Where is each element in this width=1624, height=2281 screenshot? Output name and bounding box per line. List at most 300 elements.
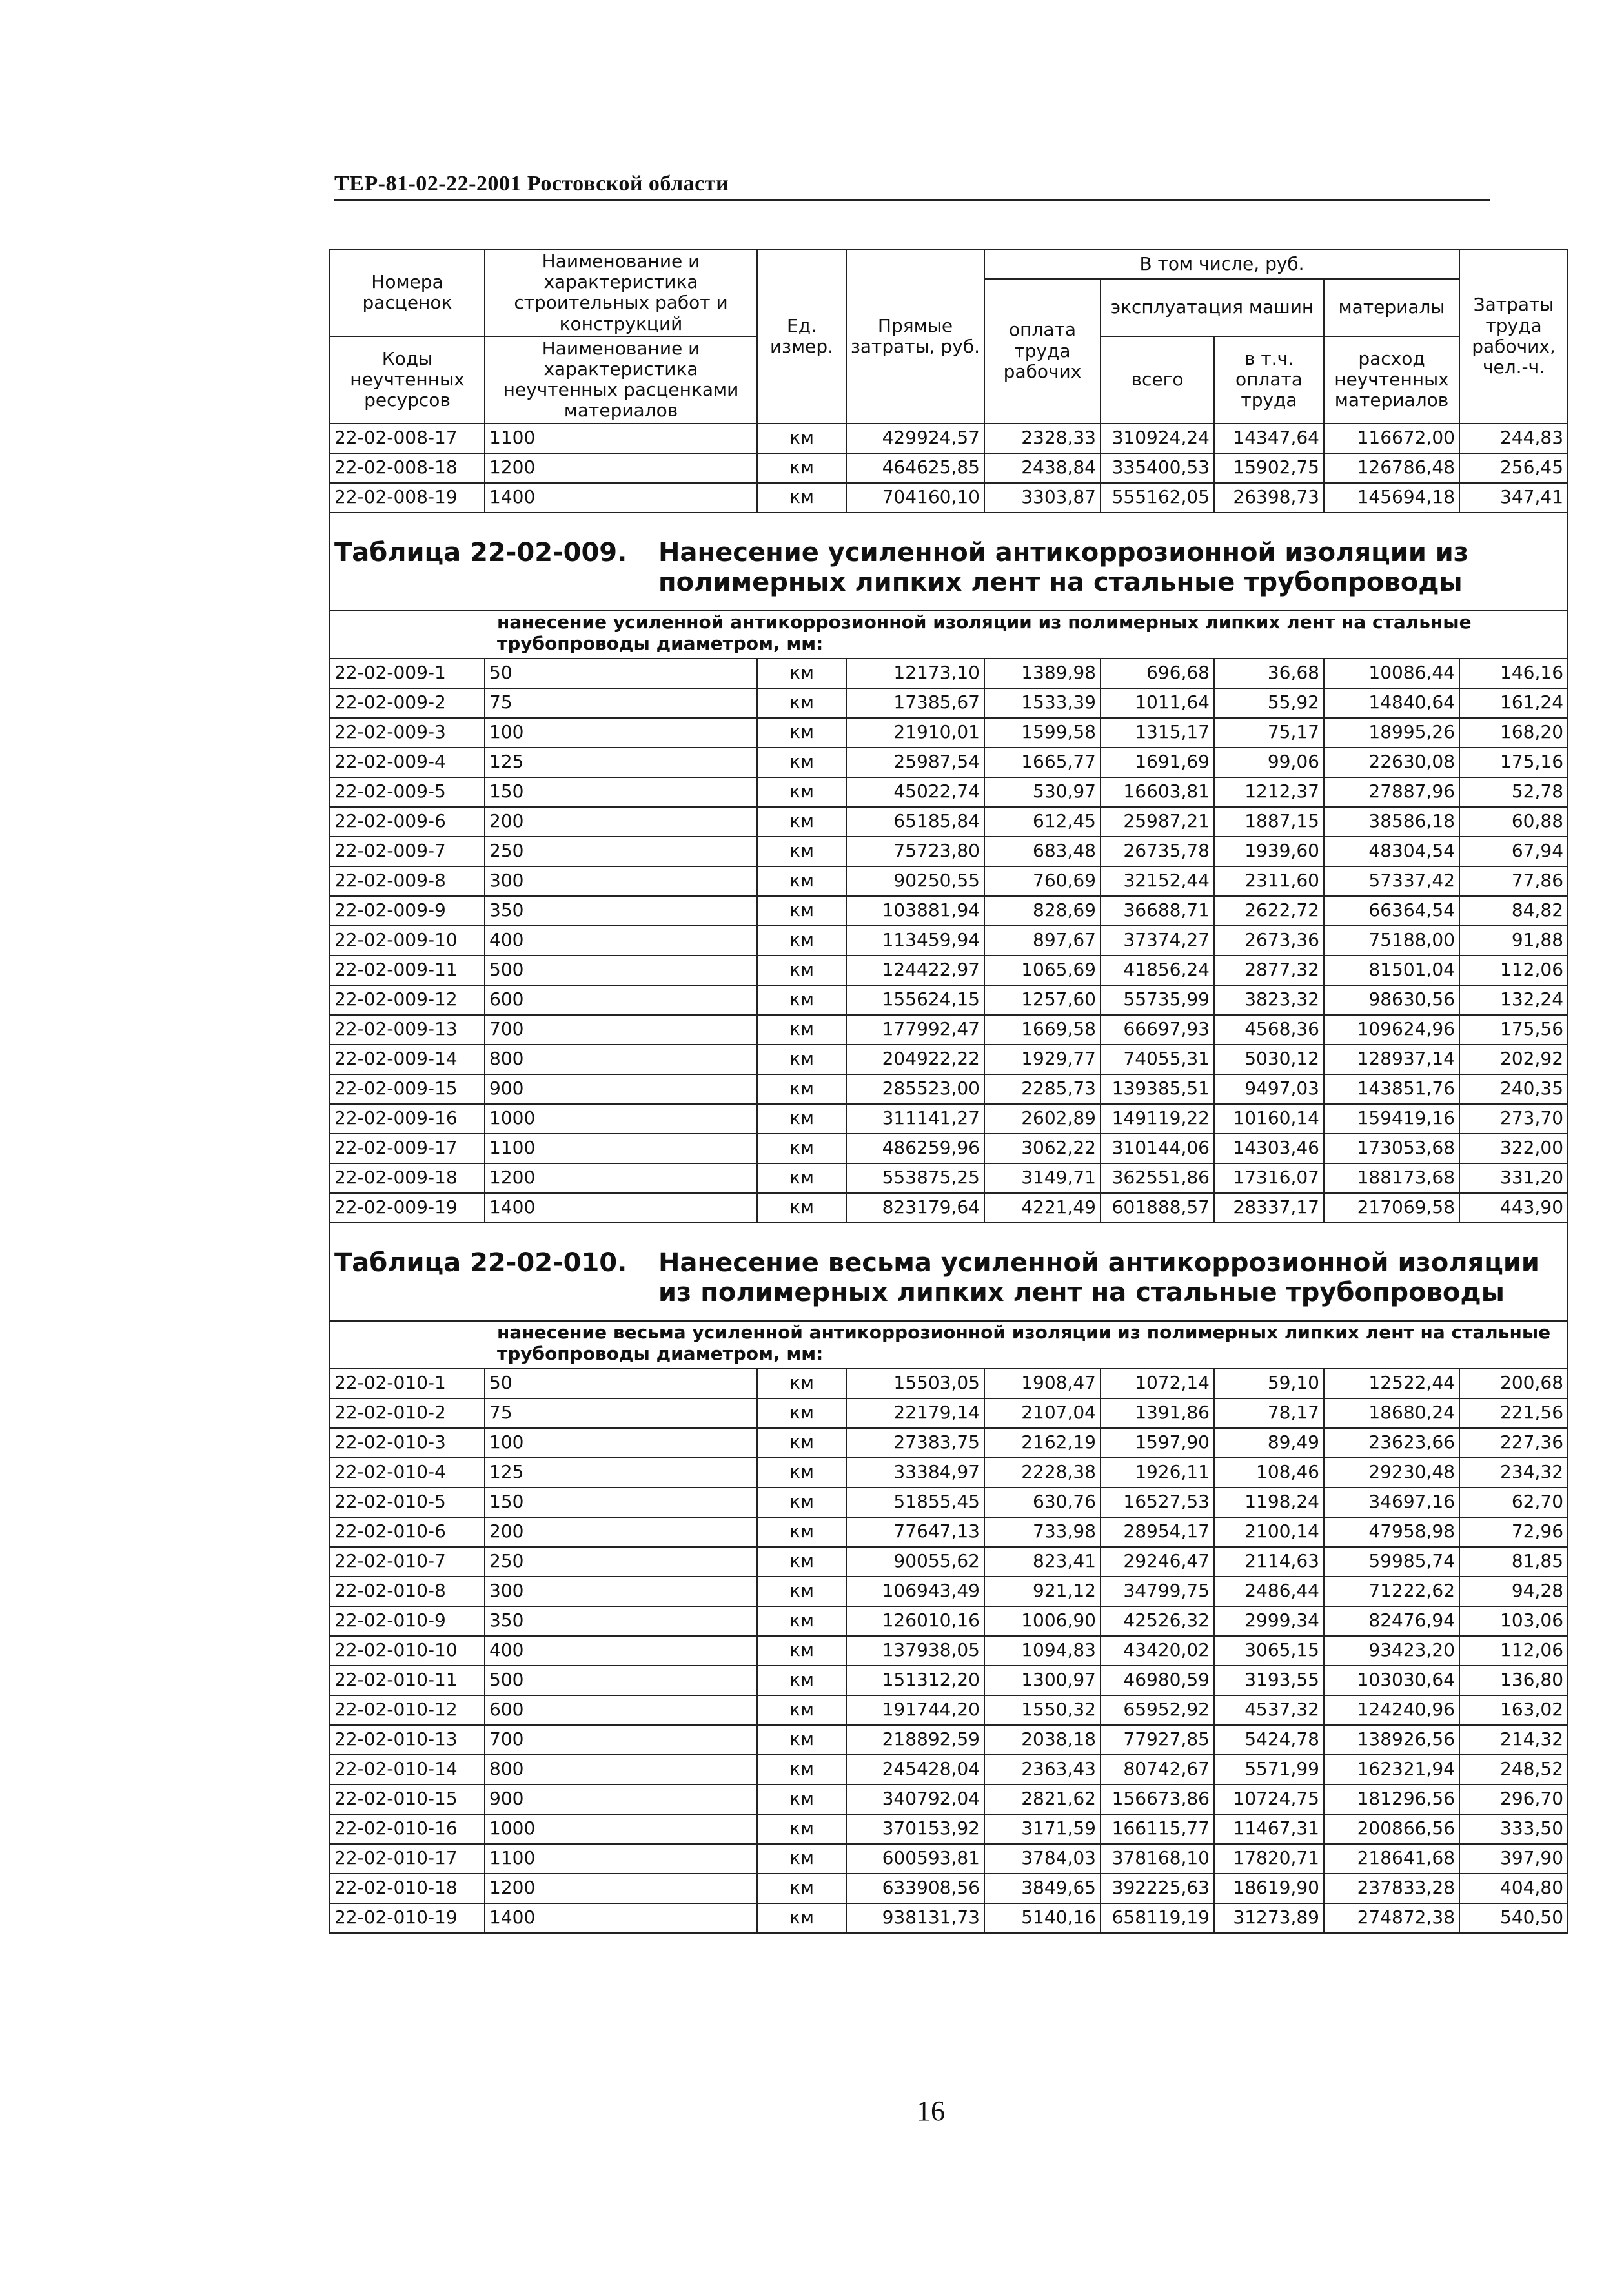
head-incl: В том числе, руб. bbox=[984, 249, 1459, 279]
table-row bbox=[330, 688, 1568, 718]
rate-code: 22-02-010-12 bbox=[330, 1695, 485, 1725]
rate-code: 22-02-009-15 bbox=[330, 1074, 485, 1104]
direct-cost: 823179,64 bbox=[846, 1193, 984, 1223]
rate-code: 22-02-010-9 bbox=[330, 1606, 485, 1636]
head-codes-top: Номера расценок bbox=[330, 249, 485, 336]
materials-cost: 143851,76 bbox=[1324, 1074, 1459, 1104]
direct-cost: 45022,74 bbox=[846, 777, 984, 807]
machines-cost: 41856,24 bbox=[1101, 956, 1214, 985]
materials-cost: 218641,68 bbox=[1324, 1844, 1459, 1874]
labor-cost: 62,70 bbox=[1459, 1488, 1568, 1517]
rate-code: 22-02-009-5 bbox=[330, 777, 485, 807]
rate-diameter: 250 bbox=[485, 837, 757, 866]
rate-diameter: 75 bbox=[485, 688, 757, 718]
rate-unit: км bbox=[757, 1606, 846, 1636]
rate-code: 22-02-008-17 bbox=[330, 424, 485, 453]
materials-cost: 23623,66 bbox=[1324, 1428, 1459, 1458]
wages-cost: 2228,38 bbox=[984, 1458, 1101, 1488]
page-header: ТЕР-81-02-22-2001 Ростовской области bbox=[334, 172, 729, 196]
machines-cost: 34799,75 bbox=[1101, 1577, 1214, 1606]
machines-cost: 37374,27 bbox=[1101, 926, 1214, 956]
direct-cost: 429924,57 bbox=[846, 424, 984, 453]
rate-diameter: 350 bbox=[485, 1606, 757, 1636]
materials-cost: 159419,16 bbox=[1324, 1104, 1459, 1134]
direct-cost: 633908,56 bbox=[846, 1874, 984, 1903]
table-009-title-wrap bbox=[330, 513, 1567, 610]
machines-wages-cost: 2877,32 bbox=[1214, 956, 1324, 985]
table-009-subtitle-row bbox=[330, 611, 1568, 659]
labor-cost: 273,70 bbox=[1459, 1104, 1568, 1134]
table-row bbox=[330, 1163, 1568, 1193]
machines-cost: 1597,90 bbox=[1101, 1428, 1214, 1458]
rate-diameter: 50 bbox=[485, 659, 757, 688]
machines-wages-cost: 1198,24 bbox=[1214, 1488, 1324, 1517]
direct-cost: 191744,20 bbox=[846, 1695, 984, 1725]
rate-unit: км bbox=[757, 1398, 846, 1428]
rate-code: 22-02-009-18 bbox=[330, 1163, 485, 1193]
machines-wages-cost: 5571,99 bbox=[1214, 1755, 1324, 1785]
header-rule bbox=[334, 199, 1490, 201]
direct-cost: 17385,67 bbox=[846, 688, 984, 718]
machines-wages-cost: 99,06 bbox=[1214, 748, 1324, 777]
table-row bbox=[330, 1547, 1568, 1577]
machines-cost: 601888,57 bbox=[1101, 1193, 1214, 1223]
direct-cost: 90055,62 bbox=[846, 1547, 984, 1577]
machines-cost: 149119,22 bbox=[1101, 1104, 1214, 1134]
direct-cost: 113459,94 bbox=[846, 926, 984, 956]
table-row bbox=[330, 956, 1568, 985]
materials-cost: 200866,56 bbox=[1324, 1814, 1459, 1844]
labor-cost: 94,28 bbox=[1459, 1577, 1568, 1606]
labor-cost: 136,80 bbox=[1459, 1666, 1568, 1695]
rate-diameter: 150 bbox=[485, 777, 757, 807]
rate-code: 22-02-010-1 bbox=[330, 1369, 485, 1398]
table-009-label: Таблица 22-02-009. bbox=[334, 537, 627, 568]
machines-wages-cost: 1887,15 bbox=[1214, 807, 1324, 837]
machines-wages-cost: 1212,37 bbox=[1214, 777, 1324, 807]
wages-cost: 823,41 bbox=[984, 1547, 1101, 1577]
machines-wages-cost: 59,10 bbox=[1214, 1369, 1324, 1398]
rate-unit: км bbox=[757, 748, 846, 777]
labor-cost: 103,06 bbox=[1459, 1606, 1568, 1636]
rate-code: 22-02-009-4 bbox=[330, 748, 485, 777]
table-009-subtitle-wrap bbox=[330, 611, 1567, 658]
table-row bbox=[330, 1045, 1568, 1074]
machines-wages-cost: 15902,75 bbox=[1214, 453, 1324, 483]
rate-unit: км bbox=[757, 985, 846, 1015]
table-row bbox=[330, 1725, 1568, 1755]
table-row bbox=[330, 1517, 1568, 1547]
rate-unit: км bbox=[757, 1903, 846, 1933]
materials-cost: 71222,62 bbox=[1324, 1577, 1459, 1606]
table-row bbox=[330, 1193, 1568, 1223]
labor-cost: 72,96 bbox=[1459, 1517, 1568, 1547]
wages-cost: 921,12 bbox=[984, 1577, 1101, 1606]
machines-cost: 156673,86 bbox=[1101, 1785, 1214, 1814]
table-row bbox=[330, 1104, 1568, 1134]
labor-cost: 84,82 bbox=[1459, 896, 1568, 926]
machines-wages-cost: 10160,14 bbox=[1214, 1104, 1324, 1134]
machines-wages-cost: 2673,36 bbox=[1214, 926, 1324, 956]
labor-cost: 296,70 bbox=[1459, 1785, 1568, 1814]
table-row bbox=[330, 1398, 1568, 1428]
table-row bbox=[330, 483, 1568, 513]
rate-code: 22-02-009-11 bbox=[330, 956, 485, 985]
materials-cost: 75188,00 bbox=[1324, 926, 1459, 956]
machines-cost: 36688,71 bbox=[1101, 896, 1214, 926]
rate-unit: км bbox=[757, 1045, 846, 1074]
table-009-title: Нанесение усиленной антикоррозионной изоляции из полимерных липких лент на стальные трубопроводы bbox=[658, 537, 1469, 597]
rate-code: 22-02-010-17 bbox=[330, 1844, 485, 1874]
labor-cost: 404,80 bbox=[1459, 1874, 1568, 1903]
rate-code: 22-02-010-16 bbox=[330, 1814, 485, 1844]
rate-code: 22-02-010-4 bbox=[330, 1458, 485, 1488]
rate-diameter: 400 bbox=[485, 926, 757, 956]
head-materials: материалы bbox=[1324, 279, 1459, 336]
table-row bbox=[330, 1814, 1568, 1844]
labor-cost: 112,06 bbox=[1459, 1636, 1568, 1666]
rate-diameter: 200 bbox=[485, 1517, 757, 1547]
direct-cost: 155624,15 bbox=[846, 985, 984, 1015]
wages-cost: 828,69 bbox=[984, 896, 1101, 926]
labor-cost: 333,50 bbox=[1459, 1814, 1568, 1844]
machines-wages-cost: 89,49 bbox=[1214, 1428, 1324, 1458]
machines-cost: 74055,31 bbox=[1101, 1045, 1214, 1074]
rate-unit: км bbox=[757, 956, 846, 985]
direct-cost: 204922,22 bbox=[846, 1045, 984, 1074]
materials-cost: 66364,54 bbox=[1324, 896, 1459, 926]
direct-cost: 600593,81 bbox=[846, 1844, 984, 1874]
materials-cost: 217069,58 bbox=[1324, 1193, 1459, 1223]
table-row bbox=[330, 837, 1568, 866]
machines-cost: 378168,10 bbox=[1101, 1844, 1214, 1874]
rate-code: 22-02-008-19 bbox=[330, 483, 485, 513]
machines-cost: 25987,21 bbox=[1101, 807, 1214, 837]
rate-diameter: 150 bbox=[485, 1488, 757, 1517]
machines-cost: 1072,14 bbox=[1101, 1369, 1214, 1398]
rate-unit: км bbox=[757, 1104, 846, 1134]
rate-code: 22-02-010-7 bbox=[330, 1547, 485, 1577]
materials-cost: 188173,68 bbox=[1324, 1163, 1459, 1193]
machines-cost: 362551,86 bbox=[1101, 1163, 1214, 1193]
labor-cost: 81,85 bbox=[1459, 1547, 1568, 1577]
rate-unit: км bbox=[757, 1517, 846, 1547]
table-row bbox=[330, 718, 1568, 748]
machines-cost: 1315,17 bbox=[1101, 718, 1214, 748]
rate-unit: км bbox=[757, 1458, 846, 1488]
rate-code: 22-02-010-3 bbox=[330, 1428, 485, 1458]
rate-code: 22-02-010-18 bbox=[330, 1874, 485, 1903]
rate-diameter: 800 bbox=[485, 1755, 757, 1785]
machines-wages-cost: 2114,63 bbox=[1214, 1547, 1324, 1577]
materials-cost: 237833,28 bbox=[1324, 1874, 1459, 1903]
direct-cost: 126010,16 bbox=[846, 1606, 984, 1636]
machines-wages-cost: 75,17 bbox=[1214, 718, 1324, 748]
direct-cost: 151312,20 bbox=[846, 1666, 984, 1695]
labor-cost: 52,78 bbox=[1459, 777, 1568, 807]
rate-diameter: 1000 bbox=[485, 1814, 757, 1844]
labor-cost: 146,16 bbox=[1459, 659, 1568, 688]
direct-cost: 106943,49 bbox=[846, 1577, 984, 1606]
rate-diameter: 1400 bbox=[485, 1193, 757, 1223]
rate-diameter: 125 bbox=[485, 748, 757, 777]
machines-cost: 80742,67 bbox=[1101, 1755, 1214, 1785]
machines-wages-cost: 4568,36 bbox=[1214, 1015, 1324, 1045]
machines-cost: 65952,92 bbox=[1101, 1695, 1214, 1725]
machines-wages-cost: 3065,15 bbox=[1214, 1636, 1324, 1666]
rate-diameter: 50 bbox=[485, 1369, 757, 1398]
machines-cost: 66697,93 bbox=[1101, 1015, 1214, 1045]
wages-cost: 1006,90 bbox=[984, 1606, 1101, 1636]
labor-cost: 175,56 bbox=[1459, 1015, 1568, 1045]
table-010-label: Таблица 22-02-010. bbox=[334, 1247, 627, 1278]
labor-cost: 112,06 bbox=[1459, 956, 1568, 985]
table-row bbox=[330, 1695, 1568, 1725]
rate-unit: км bbox=[757, 1755, 846, 1785]
rate-unit: км bbox=[757, 1488, 846, 1517]
rate-diameter: 700 bbox=[485, 1015, 757, 1045]
rate-unit: км bbox=[757, 1015, 846, 1045]
table-row bbox=[330, 659, 1568, 688]
rate-code: 22-02-009-8 bbox=[330, 866, 485, 896]
machines-cost: 55735,99 bbox=[1101, 985, 1214, 1015]
wages-cost: 630,76 bbox=[984, 1488, 1101, 1517]
rate-unit: км bbox=[757, 1074, 846, 1104]
table-row bbox=[330, 1636, 1568, 1666]
rate-diameter: 400 bbox=[485, 1636, 757, 1666]
machines-cost: 658119,19 bbox=[1101, 1903, 1214, 1933]
table-row bbox=[330, 1874, 1568, 1903]
wages-cost: 530,97 bbox=[984, 777, 1101, 807]
machines-cost: 310144,06 bbox=[1101, 1134, 1214, 1163]
head-labor: Затраты труда рабочих, чел.-ч. bbox=[1459, 249, 1568, 424]
machines-wages-cost: 17820,71 bbox=[1214, 1844, 1324, 1874]
materials-cost: 22630,08 bbox=[1324, 748, 1459, 777]
rate-diameter: 125 bbox=[485, 1458, 757, 1488]
table-row bbox=[330, 453, 1568, 483]
rate-code: 22-02-009-9 bbox=[330, 896, 485, 926]
rate-code: 22-02-009-3 bbox=[330, 718, 485, 748]
wages-cost: 2107,04 bbox=[984, 1398, 1101, 1428]
rate-diameter: 300 bbox=[485, 866, 757, 896]
materials-cost: 81501,04 bbox=[1324, 956, 1459, 985]
wages-cost: 1665,77 bbox=[984, 748, 1101, 777]
direct-cost: 486259,96 bbox=[846, 1134, 984, 1163]
labor-cost: 256,45 bbox=[1459, 453, 1568, 483]
materials-cost: 138926,56 bbox=[1324, 1725, 1459, 1755]
machines-cost: 32152,44 bbox=[1101, 866, 1214, 896]
table-row bbox=[330, 1844, 1568, 1874]
machines-wages-cost: 36,68 bbox=[1214, 659, 1324, 688]
rate-code: 22-02-009-2 bbox=[330, 688, 485, 718]
rate-diameter: 1200 bbox=[485, 453, 757, 483]
machines-cost: 16603,81 bbox=[1101, 777, 1214, 807]
table-009-title-row bbox=[330, 513, 1568, 611]
table-row bbox=[330, 748, 1568, 777]
labor-cost: 132,24 bbox=[1459, 985, 1568, 1015]
machines-wages-cost: 14347,64 bbox=[1214, 424, 1324, 453]
materials-cost: 18680,24 bbox=[1324, 1398, 1459, 1428]
head-name-bottom: Наименование и характеристика неучтенных расценками материалов bbox=[485, 336, 757, 424]
rate-diameter: 250 bbox=[485, 1547, 757, 1577]
rate-diameter: 1200 bbox=[485, 1163, 757, 1193]
labor-cost: 234,32 bbox=[1459, 1458, 1568, 1488]
rate-unit: км bbox=[757, 1428, 846, 1458]
direct-cost: 245428,04 bbox=[846, 1755, 984, 1785]
materials-cost: 145694,18 bbox=[1324, 483, 1459, 513]
rate-unit: км bbox=[757, 1666, 846, 1695]
rate-diameter: 75 bbox=[485, 1398, 757, 1428]
direct-cost: 21910,01 bbox=[846, 718, 984, 748]
direct-cost: 77647,13 bbox=[846, 1517, 984, 1547]
rate-unit: км bbox=[757, 837, 846, 866]
machines-cost: 42526,32 bbox=[1101, 1606, 1214, 1636]
rate-code: 22-02-009-13 bbox=[330, 1015, 485, 1045]
rate-code: 22-02-010-2 bbox=[330, 1398, 485, 1428]
rate-diameter: 1100 bbox=[485, 1134, 757, 1163]
machines-wages-cost: 1939,60 bbox=[1214, 837, 1324, 866]
rate-code: 22-02-010-6 bbox=[330, 1517, 485, 1547]
table-row bbox=[330, 896, 1568, 926]
table-row bbox=[330, 1666, 1568, 1695]
direct-cost: 103881,94 bbox=[846, 896, 984, 926]
table-row bbox=[330, 777, 1568, 807]
wages-cost: 3849,65 bbox=[984, 1874, 1101, 1903]
rate-code: 22-02-009-19 bbox=[330, 1193, 485, 1223]
labor-cost: 322,00 bbox=[1459, 1134, 1568, 1163]
table-010-subtitle-wrap bbox=[330, 1322, 1567, 1368]
rate-code: 22-02-009-6 bbox=[330, 807, 485, 837]
materials-cost: 12522,44 bbox=[1324, 1369, 1459, 1398]
materials-cost: 48304,54 bbox=[1324, 837, 1459, 866]
materials-cost: 10086,44 bbox=[1324, 659, 1459, 688]
table-010-title-wrap bbox=[330, 1223, 1567, 1320]
head-materials-unacc: расход неучтенных материалов bbox=[1324, 336, 1459, 424]
direct-cost: 218892,59 bbox=[846, 1725, 984, 1755]
table-row bbox=[330, 1015, 1568, 1045]
wages-cost: 2038,18 bbox=[984, 1725, 1101, 1755]
table-010-title-cell bbox=[330, 1223, 1568, 1321]
materials-cost: 47958,98 bbox=[1324, 1517, 1459, 1547]
rate-code: 22-02-008-18 bbox=[330, 453, 485, 483]
rate-diameter: 1200 bbox=[485, 1874, 757, 1903]
rate-code: 22-02-009-14 bbox=[330, 1045, 485, 1074]
rate-unit: км bbox=[757, 926, 846, 956]
machines-wages-cost: 11467,31 bbox=[1214, 1814, 1324, 1844]
rate-diameter: 700 bbox=[485, 1725, 757, 1755]
rate-unit: км bbox=[757, 688, 846, 718]
direct-cost: 65185,84 bbox=[846, 807, 984, 837]
table-row bbox=[330, 1134, 1568, 1163]
wages-cost: 1065,69 bbox=[984, 956, 1101, 985]
rate-unit: км bbox=[757, 718, 846, 748]
materials-cost: 38586,18 bbox=[1324, 807, 1459, 837]
machines-wages-cost: 5424,78 bbox=[1214, 1725, 1324, 1755]
machines-wages-cost: 3823,32 bbox=[1214, 985, 1324, 1015]
wages-cost: 612,45 bbox=[984, 807, 1101, 837]
rate-unit: км bbox=[757, 1163, 846, 1193]
rate-diameter: 1400 bbox=[485, 1903, 757, 1933]
labor-cost: 161,24 bbox=[1459, 688, 1568, 718]
rate-code: 22-02-010-8 bbox=[330, 1577, 485, 1606]
rate-unit: км bbox=[757, 1874, 846, 1903]
head-unit: Ед. измер. bbox=[757, 249, 846, 424]
rate-code: 22-02-009-17 bbox=[330, 1134, 485, 1163]
wages-cost: 2328,33 bbox=[984, 424, 1101, 453]
rate-code: 22-02-010-15 bbox=[330, 1785, 485, 1814]
wages-cost: 733,98 bbox=[984, 1517, 1101, 1547]
materials-cost: 57337,42 bbox=[1324, 866, 1459, 896]
table-row bbox=[330, 1785, 1568, 1814]
head-name-top: Наименование и характеристика строительных работ и конструкций bbox=[485, 249, 757, 336]
machines-cost: 28954,17 bbox=[1101, 1517, 1214, 1547]
machines-cost: 1691,69 bbox=[1101, 748, 1214, 777]
rate-diameter: 600 bbox=[485, 1695, 757, 1725]
wages-cost: 5140,16 bbox=[984, 1903, 1101, 1933]
head-machines-all: всего bbox=[1101, 336, 1214, 424]
rate-code: 22-02-009-10 bbox=[330, 926, 485, 956]
rate-diameter: 1100 bbox=[485, 424, 757, 453]
page-number: 16 bbox=[917, 2095, 945, 2127]
labor-cost: 214,32 bbox=[1459, 1725, 1568, 1755]
head-machines: эксплуатация машин bbox=[1101, 279, 1324, 336]
direct-cost: 464625,85 bbox=[846, 453, 984, 483]
materials-cost: 103030,64 bbox=[1324, 1666, 1459, 1695]
rate-unit: км bbox=[757, 1134, 846, 1163]
labor-cost: 77,86 bbox=[1459, 866, 1568, 896]
direct-cost: 340792,04 bbox=[846, 1785, 984, 1814]
table-row bbox=[330, 1606, 1568, 1636]
labor-cost: 347,41 bbox=[1459, 483, 1568, 513]
materials-cost: 93423,20 bbox=[1324, 1636, 1459, 1666]
machines-wages-cost: 55,92 bbox=[1214, 688, 1324, 718]
table-010-title: Нанесение весьма усиленной антикоррозионной изоляции из полимерных липких лент на стальные трубопроводы bbox=[658, 1247, 1539, 1307]
wages-cost: 760,69 bbox=[984, 866, 1101, 896]
labor-cost: 67,94 bbox=[1459, 837, 1568, 866]
materials-cost: 18995,26 bbox=[1324, 718, 1459, 748]
materials-cost: 27887,96 bbox=[1324, 777, 1459, 807]
wages-cost: 2821,62 bbox=[984, 1785, 1101, 1814]
labor-cost: 248,52 bbox=[1459, 1755, 1568, 1785]
rate-diameter: 900 bbox=[485, 1074, 757, 1104]
machines-cost: 29246,47 bbox=[1101, 1547, 1214, 1577]
machines-wages-cost: 10724,75 bbox=[1214, 1785, 1324, 1814]
wages-cost: 1094,83 bbox=[984, 1636, 1101, 1666]
machines-cost: 1926,11 bbox=[1101, 1458, 1214, 1488]
rate-unit: км bbox=[757, 1636, 846, 1666]
direct-cost: 938131,73 bbox=[846, 1903, 984, 1933]
labor-cost: 227,36 bbox=[1459, 1428, 1568, 1458]
machines-wages-cost: 17316,07 bbox=[1214, 1163, 1324, 1193]
wages-cost: 1669,58 bbox=[984, 1015, 1101, 1045]
table-009-subtitle: нанесение усиленной антикоррозионной изоляции из полимерных липких лент на стальные трубопроводы диаметром, мм: bbox=[497, 611, 1472, 655]
rate-diameter: 800 bbox=[485, 1045, 757, 1074]
direct-cost: 285523,00 bbox=[846, 1074, 984, 1104]
wages-cost: 1550,32 bbox=[984, 1695, 1101, 1725]
rate-code: 22-02-009-7 bbox=[330, 837, 485, 866]
rate-unit: км bbox=[757, 1814, 846, 1844]
machines-cost: 555162,05 bbox=[1101, 483, 1214, 513]
machines-cost: 16527,53 bbox=[1101, 1488, 1214, 1517]
direct-cost: 27383,75 bbox=[846, 1428, 984, 1458]
machines-wages-cost: 9497,03 bbox=[1214, 1074, 1324, 1104]
head-machines-wages: в т.ч. оплата труда bbox=[1214, 336, 1324, 424]
machines-cost: 26735,78 bbox=[1101, 837, 1214, 866]
wages-cost: 2162,19 bbox=[984, 1428, 1101, 1458]
rate-code: 22-02-009-12 bbox=[330, 985, 485, 1015]
head-direct: Прямые затраты, руб. bbox=[846, 249, 984, 424]
materials-cost: 162321,94 bbox=[1324, 1755, 1459, 1785]
